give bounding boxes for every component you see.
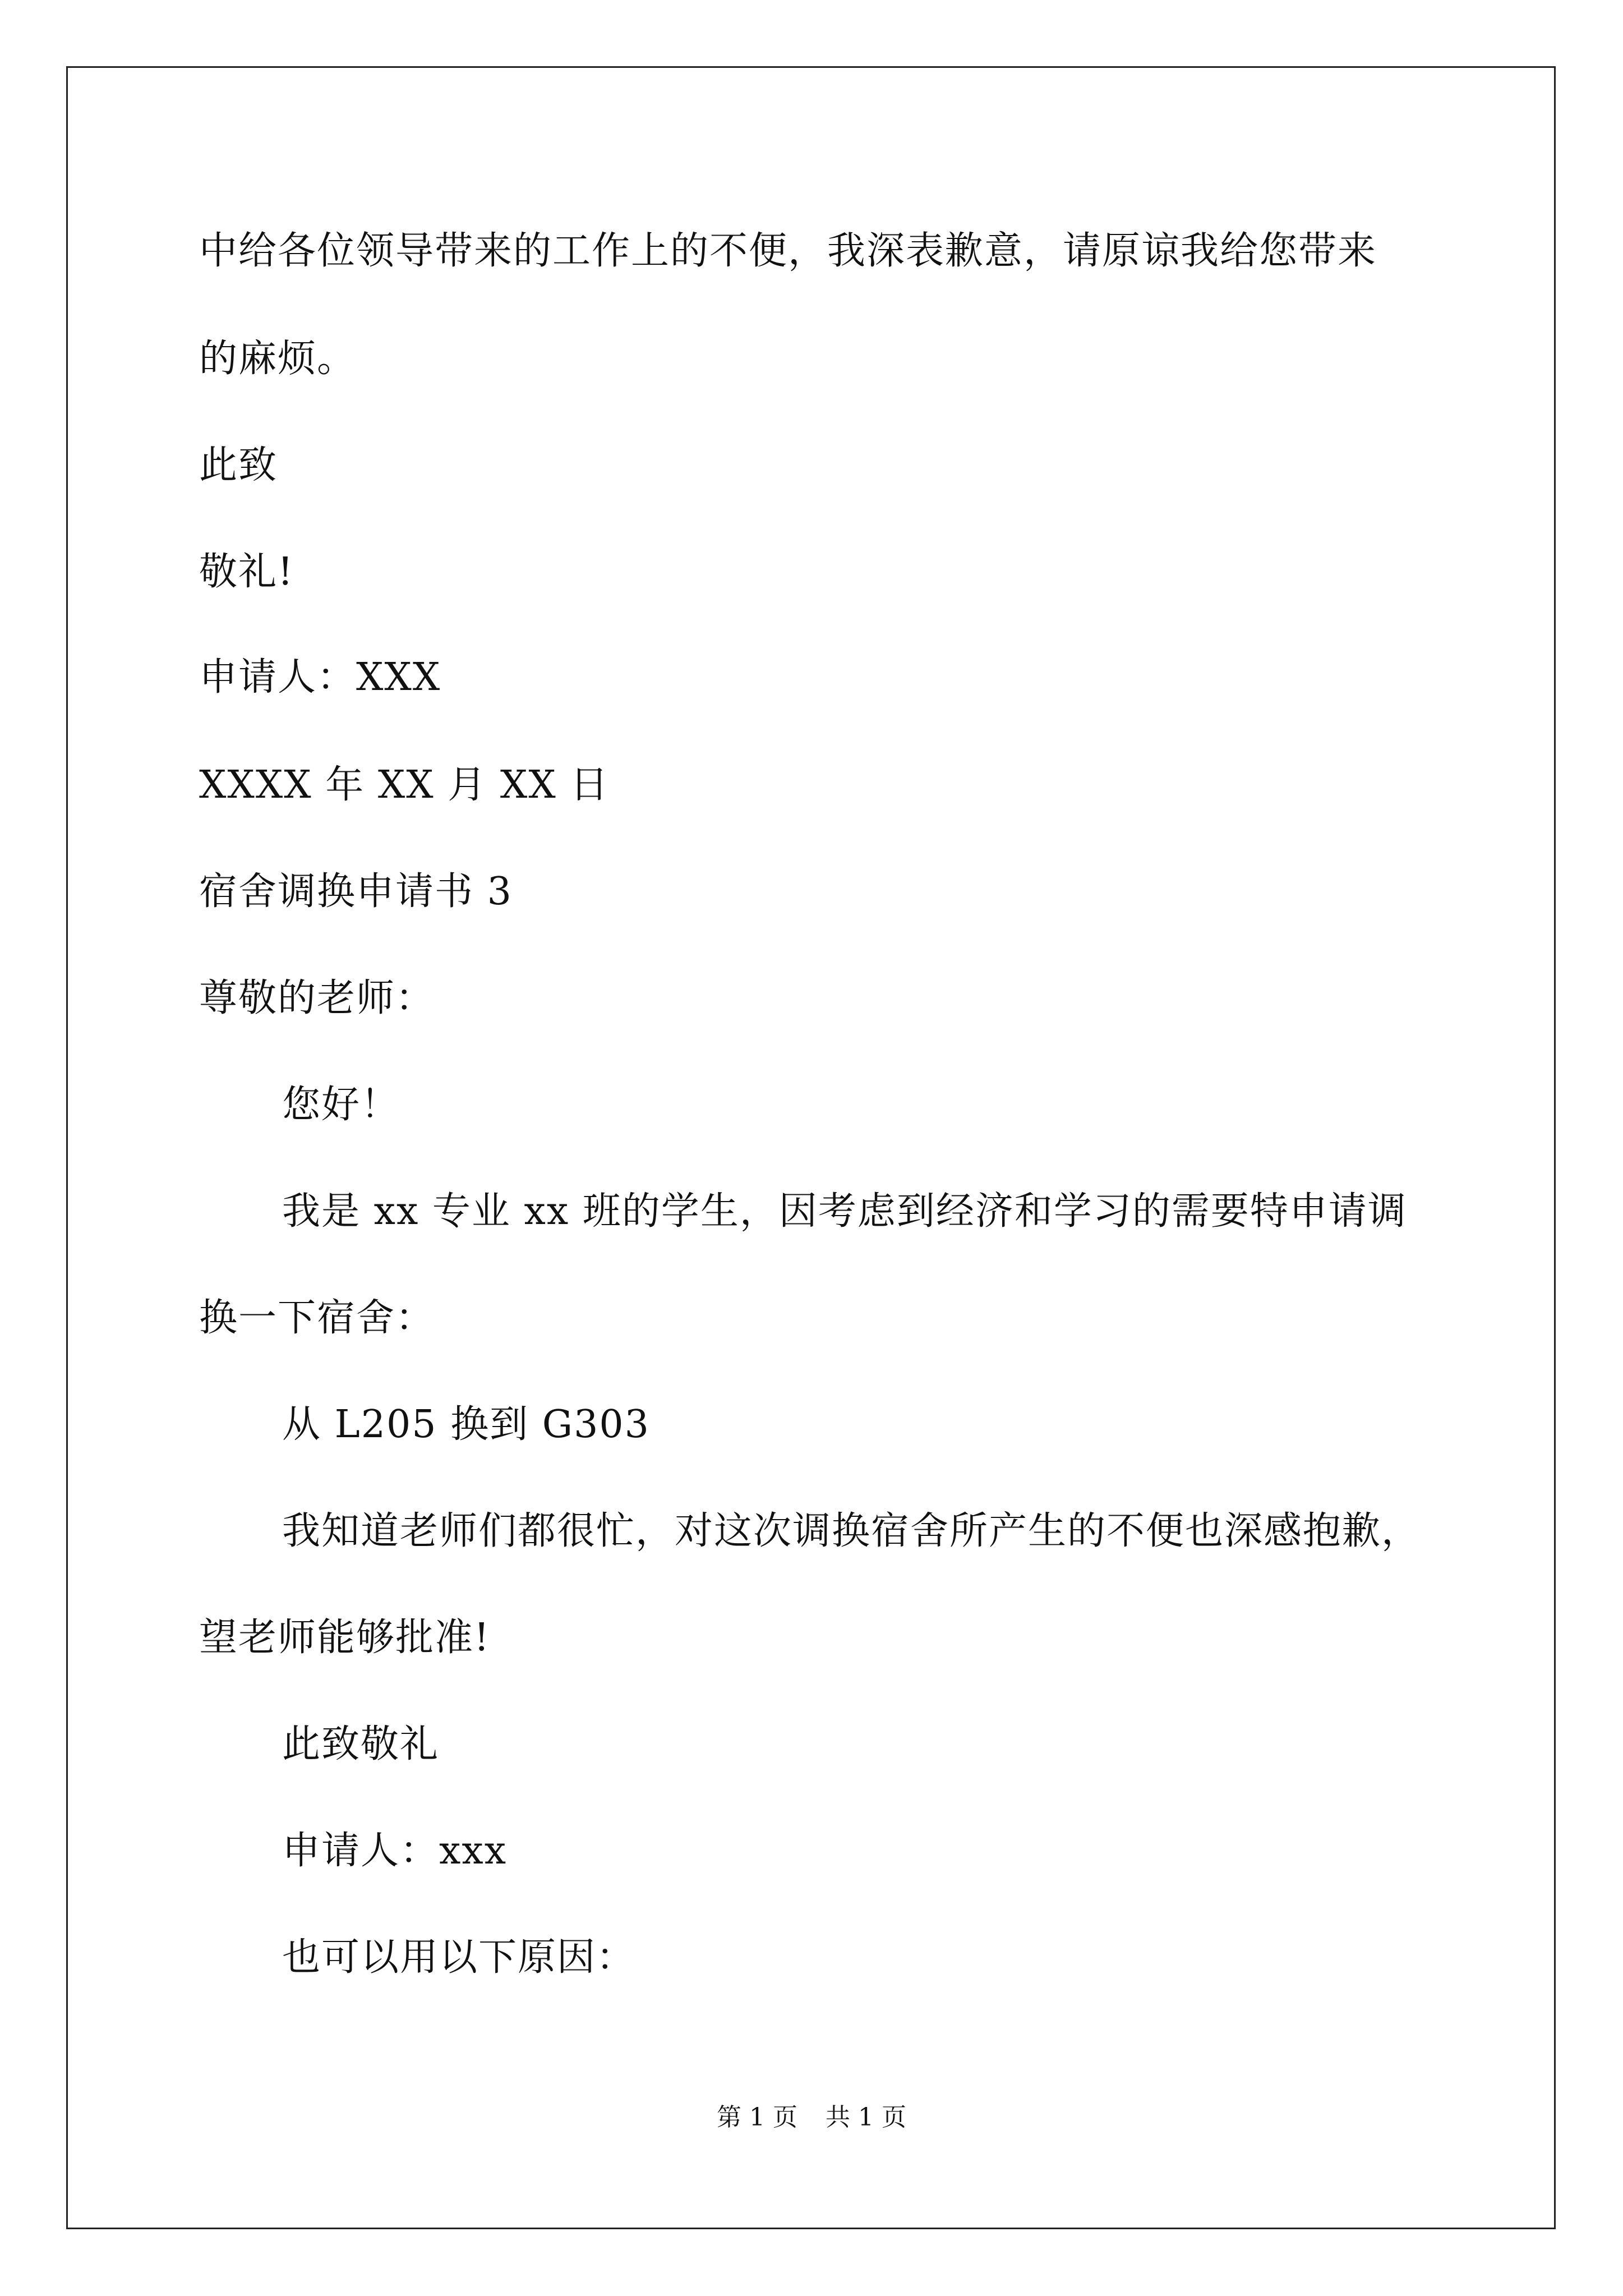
text-line: 我知道老师们都很忙，对这次调换宿舍所产生的不便也深感抱歉， bbox=[282, 1509, 1421, 1553]
text-line: 申请人：XXX bbox=[199, 655, 441, 700]
section-title: 宿舍调换申请书 3 bbox=[199, 869, 513, 914]
text-line: 敬礼! bbox=[199, 550, 294, 594]
page-number: 第 1 页 bbox=[717, 2103, 797, 2132]
signature-line: 申请人：xxx bbox=[282, 1829, 508, 1873]
text-line: 中给各位领导带来的工作上的不便，我深表歉意，请原谅我给您带来 bbox=[199, 229, 1377, 273]
text-line: 从 L205 换到 G303 bbox=[282, 1402, 650, 1447]
page-total: 共 1 页 bbox=[826, 2103, 906, 2132]
text-line: 换一下宿舍： bbox=[199, 1296, 435, 1340]
text-line: 的麻烦。 bbox=[199, 337, 357, 381]
text-line: 望老师能够批准! bbox=[199, 1616, 491, 1660]
text-line: 我是 xx 专业 xx 班的学生，因考虑到经济和学习的需要特申请调 bbox=[282, 1189, 1407, 1234]
closing: 此致敬礼 bbox=[282, 1722, 440, 1766]
greeting: 您好！ bbox=[282, 1083, 400, 1127]
page-border bbox=[66, 66, 1556, 2229]
page-footer bbox=[0, 2101, 1623, 2134]
salutation: 尊敬的老师： bbox=[199, 976, 435, 1020]
text-line: 也可以用以下原因： bbox=[282, 1935, 636, 1980]
text-line: 此致 bbox=[199, 443, 278, 487]
date-line: XXXX 年 XX 月 XX 日 bbox=[199, 763, 610, 807]
